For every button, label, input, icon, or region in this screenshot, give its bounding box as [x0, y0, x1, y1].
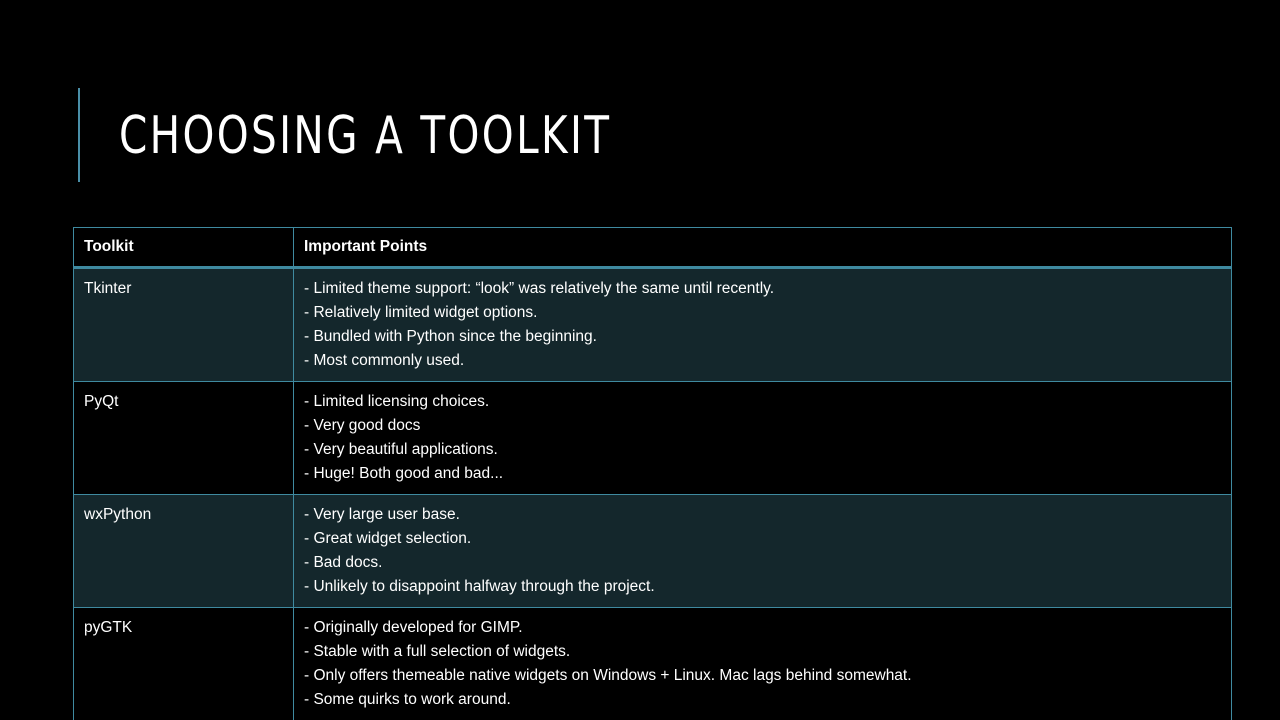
- title-accent-bar: [78, 88, 80, 182]
- point-item: - Great widget selection.: [304, 530, 472, 547]
- toolkit-points: [294, 608, 1232, 720]
- header-important-points: Important Points: [294, 228, 1232, 268]
- table-row: [74, 495, 1232, 608]
- toolkit-name: wxPython: [74, 495, 294, 608]
- toolkit-points: [294, 382, 1232, 495]
- toolkit-points: [294, 495, 1232, 608]
- table-row: [74, 608, 1232, 720]
- table-row: [74, 382, 1232, 495]
- point-item: - Most commonly used.: [304, 352, 465, 369]
- toolkit-name: Tkinter: [74, 268, 294, 382]
- toolkit-points: [294, 268, 1232, 382]
- point-item: - Bad docs.: [304, 554, 383, 571]
- point-item: - Limited licensing choices.: [304, 393, 490, 410]
- point-item: - Only offers themeable native widgets on Windows + Linux. Mac lags behind somewhat.: [304, 667, 912, 684]
- point-item: - Some quirks to work around.: [304, 691, 511, 708]
- point-item: - Bundled with Python since the beginning.: [304, 328, 597, 345]
- point-item: - Very beautiful applications.: [304, 441, 498, 458]
- toolkit-table: [73, 227, 1232, 720]
- point-item: - Limited theme support: “look” was relatively the same until recently.: [304, 280, 775, 297]
- toolkit-name: PyQt: [74, 382, 294, 495]
- header-toolkit: Toolkit: [74, 228, 294, 268]
- toolkit-name: pyGTK: [74, 608, 294, 720]
- point-item: - Stable with a full selection of widgets.: [304, 643, 571, 660]
- point-item: - Huge! Both good and bad...: [304, 465, 504, 482]
- table-header-row: [74, 228, 1232, 268]
- point-item: - Very good docs: [304, 417, 421, 434]
- point-item: - Very large user base.: [304, 506, 460, 523]
- point-item: - Originally developed for GIMP.: [304, 619, 523, 636]
- table-row: [74, 268, 1232, 382]
- slide-title: CHOOSING A TOOLKIT: [119, 106, 612, 166]
- point-item: - Unlikely to disappoint halfway through the project.: [304, 578, 655, 595]
- point-item: - Relatively limited widget options.: [304, 304, 538, 321]
